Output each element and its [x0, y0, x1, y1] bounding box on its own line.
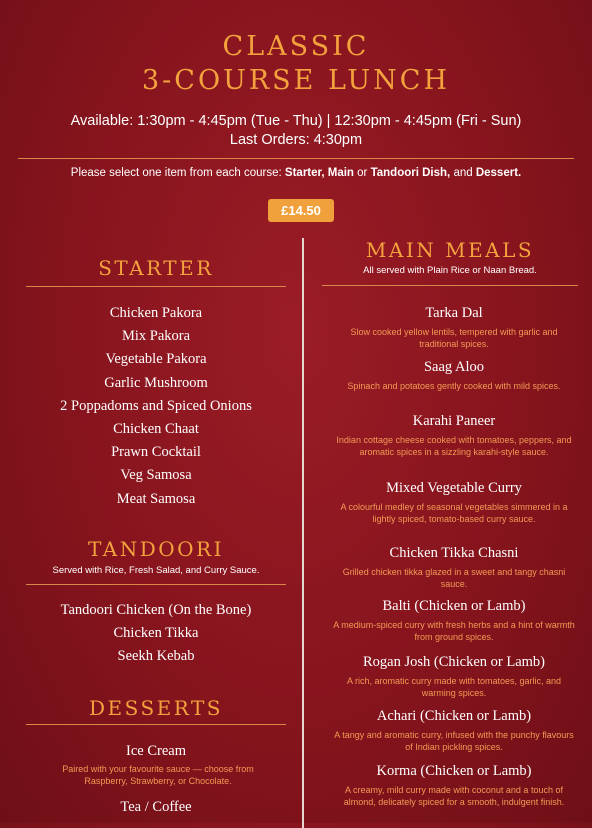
- main-item-name: Achari (Chicken or Lamb): [376, 708, 532, 724]
- dessert-item-ice-cream: [20, 740, 292, 763]
- main-item-name: Rogan Josh (Chicken or Lamb): [362, 654, 546, 670]
- main-item-name: Karahi Paneer: [412, 413, 496, 429]
- mains-heading: MAIN MEALS: [365, 238, 535, 262]
- main-item-description: A tangy and aromatic curry, infused with the punchy flavours of Indian pickling spices.: [334, 730, 574, 752]
- starter-list: [20, 302, 292, 511]
- mains-underline: [322, 285, 578, 286]
- main-item-description: A colourful medley of seasonal vegetables simmered in a lightly spiced, tomato-based curry sauce.: [340, 502, 568, 524]
- main-item-name: Korma (Chicken or Lamb): [376, 763, 532, 779]
- tandoori-item: Tandoori Chicken (On the Bone): [60, 602, 252, 618]
- tandoori-underline: [26, 584, 286, 585]
- starter-item: Prawn Cocktail: [111, 444, 201, 461]
- instruction-and: and: [450, 167, 476, 179]
- availability-info: [0, 112, 592, 150]
- title-line-1: CLASSIC: [222, 31, 370, 62]
- availability-hours: Available: 1:30pm - 4:45pm (Tue - Thu) | 12:30pm - 4:45pm (Fri - Sun): [70, 113, 522, 129]
- tandoori-heading: TANDOORI: [88, 537, 224, 561]
- main-item-name: Saag Aloo: [423, 359, 484, 375]
- starter-heading: STARTER: [98, 256, 214, 280]
- main-item-name: Chicken Tikka Chasni: [389, 545, 519, 561]
- instruction-tandoori: Tandoori Dish,: [370, 167, 451, 179]
- menu-title: [0, 30, 592, 98]
- main-item: [330, 544, 578, 590]
- dessert-name: Tea / Coffee: [120, 799, 192, 815]
- dessert-name: Ice Cream: [126, 743, 186, 759]
- main-item-description: A medium-spiced curry with fresh herbs and a hint of warmth from ground spices.: [333, 620, 575, 642]
- mains-subtitle: All served with Plain Rice or Naan Bread.: [363, 265, 537, 276]
- tandoori-item: Seekh Kebab: [117, 648, 195, 665]
- desserts-heading: DESSERTS: [88, 696, 224, 720]
- main-item: [330, 707, 578, 753]
- dessert-item-tea-coffee: [20, 796, 292, 819]
- starter-underline: [26, 286, 286, 287]
- main-item: [330, 597, 578, 643]
- instruction-or: or: [353, 167, 371, 179]
- starter-item: 2 Poppadoms and Spiced Onions: [60, 397, 252, 414]
- instruction-main: Main: [327, 167, 354, 179]
- main-item-name: Balti (Chicken or Lamb): [382, 598, 526, 614]
- instruction-dessert: Dessert.: [475, 167, 522, 179]
- main-item: [330, 479, 578, 525]
- starter-item: Chicken Pakora: [109, 305, 203, 321]
- main-item-description: Slow cooked yellow lentils, tempered with garlic and traditional spices.: [350, 327, 558, 349]
- main-item: [330, 762, 578, 808]
- title-line-2: 3-COURSE LUNCH: [141, 65, 450, 96]
- tandoori-list: [20, 599, 292, 669]
- dessert-description: Paired with your favourite sauce — choose from Raspberry, Strawberry, or Chocolate.: [62, 764, 254, 786]
- main-item-name: Mixed Vegetable Curry: [386, 480, 522, 496]
- tandoori-item: Chicken Tikka: [113, 625, 199, 642]
- starter-item: Vegetable Pakora: [105, 351, 207, 368]
- main-item-name: Tarka Dal: [425, 305, 483, 321]
- main-item: [330, 304, 578, 350]
- main-item-description: Indian cottage cheese cooked with tomatoes, peppers, and aromatic spices in a sizzling karahi-style sauce.: [336, 435, 572, 457]
- main-item-description: A rich, aromatic curry made with tomatoes, garlic, and warming spices.: [346, 676, 562, 698]
- main-item-description: Grilled chicken tikka glazed in a sweet and tangy chasni sauce.: [342, 567, 566, 589]
- column-divider: [302, 238, 304, 828]
- starter-item: Garlic Mushroom: [104, 374, 208, 391]
- price-badge: £14.50: [268, 199, 334, 222]
- starter-item: Chicken Chaat: [113, 420, 199, 437]
- header-divider: [18, 158, 574, 159]
- last-orders: Last Orders: 4:30pm: [229, 132, 363, 148]
- main-item: [330, 358, 578, 392]
- instruction-starter: Starter,: [284, 167, 325, 179]
- starter-item: Veg Samosa: [120, 467, 192, 484]
- main-item: [330, 653, 578, 699]
- starter-item: Meat Samosa: [116, 490, 196, 507]
- main-item-description: A creamy, mild curry made with coconut and a touch of almond, delicately spiced for a smooth, indulgent finish.: [343, 785, 565, 807]
- main-item: [330, 412, 578, 458]
- starter-item: Mix Pakora: [121, 328, 191, 345]
- course-instruction: [0, 167, 592, 179]
- desserts-underline: [26, 724, 286, 725]
- tandoori-subtitle: Served with Rice, Fresh Salad, and Curry Sauce.: [52, 565, 260, 576]
- instruction-prefix: Please select one item from each course:: [70, 167, 285, 179]
- main-item-description: Spinach and potatoes gently cooked with mild spices.: [347, 381, 561, 391]
